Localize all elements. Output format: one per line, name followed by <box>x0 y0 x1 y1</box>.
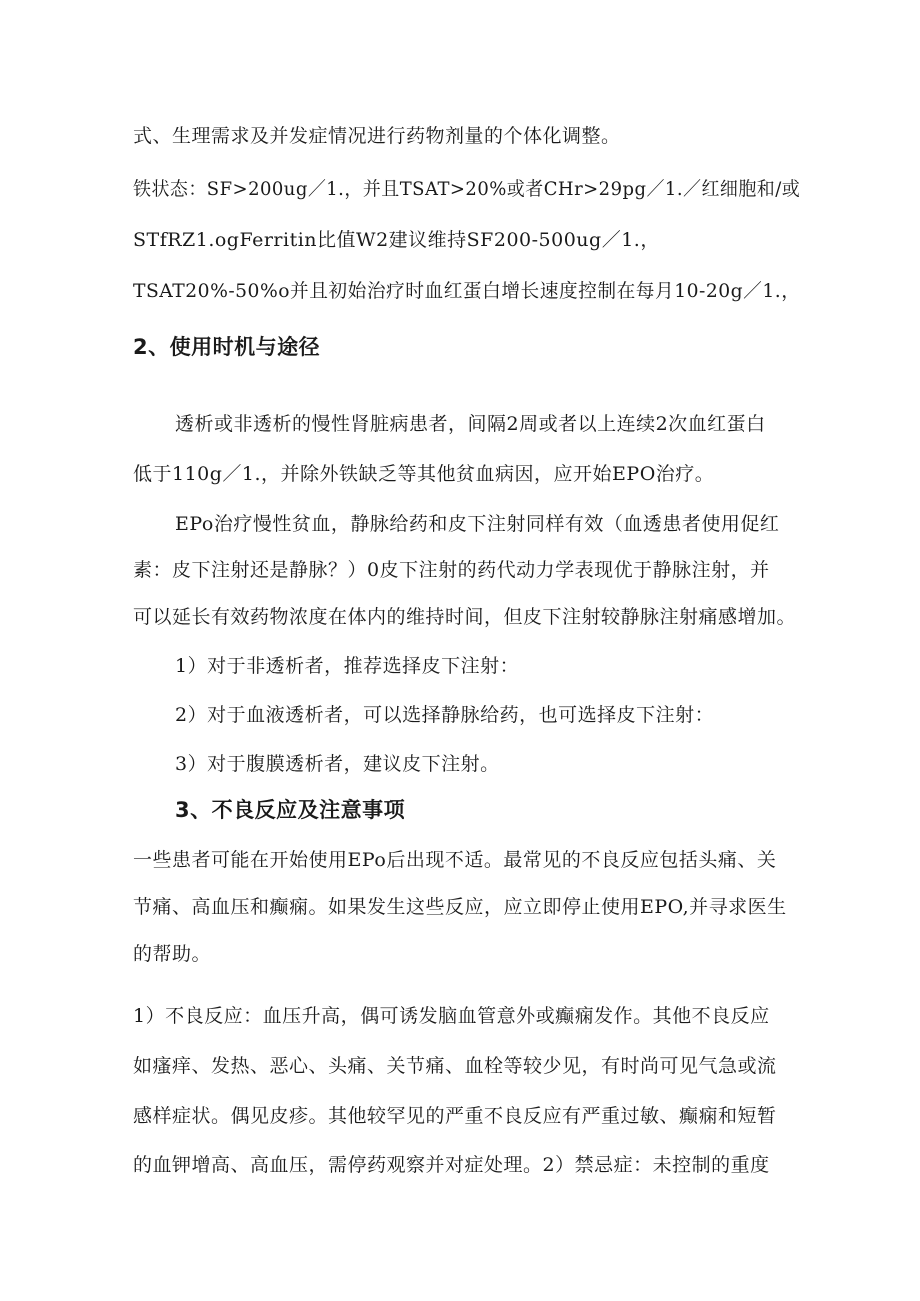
paragraph-line: 1）不良反应：血压升高，偶可诱发脑血管意外或癫痫发作。其他不良反应 <box>133 1005 770 1027</box>
intro-line: STfRZ1.ogFerritin比值W2建议维持SF200-500ug／1.， <box>133 229 660 251</box>
paragraph-line: 素：皮下注射还是静脉？）0皮下注射的药代动力学表现优于静脉注射，并 <box>133 559 770 581</box>
paragraph-line: 的血钾增高、高血压，需停药观察并对症处理。2）禁忌症：未控制的重度 <box>133 1154 770 1176</box>
paragraph-line: 可以延长有效药物浓度在体内的维持时间，但皮下注射较静脉注射痛感增加。 <box>133 606 797 628</box>
paragraph-line: 低于110g／1.，并除外铁缺乏等其他贫血病因，应开始EPO治疗。 <box>133 463 715 485</box>
intro-line: 铁状态：SF>200ug／1.，并且TSAT>20%或者CHr>29pg／1.／红细胞和/或 <box>133 178 801 200</box>
paragraph-line: 如瘙痒、发热、恶心、头痛、关节痛、血栓等较少见，有时尚可见气急或流 <box>133 1055 777 1077</box>
paragraph-line: 一些患者可能在开始使用EPo后出现不适。最常见的不良反应包括头痛、关 <box>133 849 777 871</box>
section-2-heading: 2、使用时机与途径 <box>133 335 321 359</box>
paragraph-line: 感样症状。偶见皮疹。其他较罕见的严重不良反应有严重过敏、癫痫和短暂 <box>133 1105 777 1127</box>
list-item: 3）对于腹膜透析者，建议皮下注射。 <box>175 753 500 775</box>
intro-line: TSAT20%-50%o并且初始治疗时血红蛋白增长速度控制在每月10-20g／1.， <box>133 280 801 302</box>
paragraph-line: 的帮助。 <box>133 943 212 965</box>
list-item: 1）对于非透析者，推荐选择皮下注射： <box>175 655 520 677</box>
paragraph-line: EPo治疗慢性贫血，静脉给药和皮下注射同样有效（血透患者使用促红 <box>175 513 780 535</box>
paragraph-line: 透析或非透析的慢性肾脏病患者，间隔2周或者以上连续2次血红蛋白 <box>175 413 766 435</box>
intro-line: 式、生理需求及并发症情况进行药物剂量的个体化调整。 <box>133 125 621 147</box>
list-item: 2）对于血液透析者，可以选择静脉给药，也可选择皮下注射： <box>175 704 715 726</box>
paragraph-line: 节痛、高血压和癫痫。如果发生这些反应，应立即停止使用EPO,并寻求医生 <box>133 896 787 918</box>
section-3-heading: 3、不良反应及注意事项 <box>175 798 406 822</box>
